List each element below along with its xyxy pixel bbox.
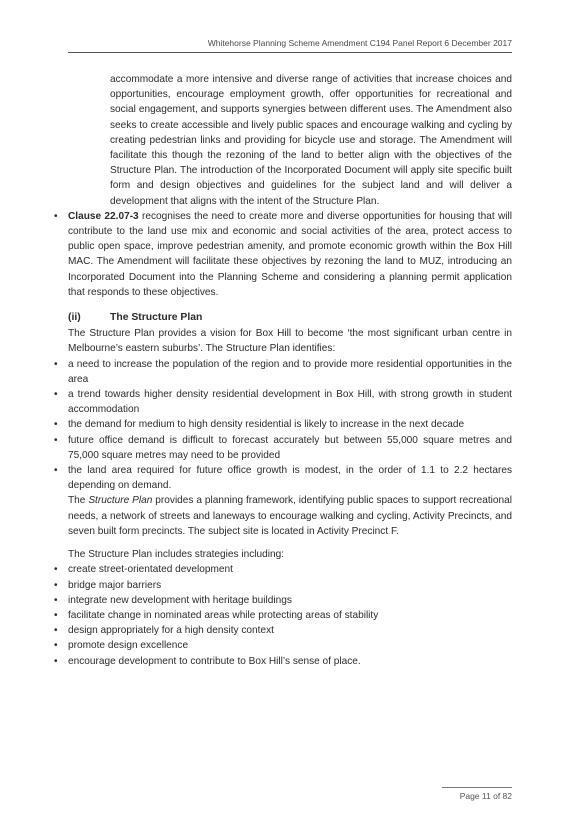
section-number: (ii) — [68, 312, 81, 324]
continuation-paragraph: accommodate a more intensive and diverse range of activities that increase choices and opportunities, encourage employment growth, offer opportunities for recreational and social engagement, and supports synergies between different uses. The Amendment also seeks to create accessible and lively public spaces and encourage walking and cycling by creating pedestrian links and providing for bicycle use and storage. The Amendment will facilitate this though the rezoning of the land to better align with the objectives of the Structure Plan. The introduction of the Incorporated Document will apply site specific built form and design objectives and guidelines for the subject land and will deliver a development that aligns with the intent of the Structure Plan. — [110, 74, 512, 207]
section-heading — [68, 310, 512, 325]
bullet-icon: • — [54, 434, 58, 446]
bullet-icon: • — [54, 465, 58, 477]
bullet-icon: • — [54, 655, 58, 667]
list-item: • the demand for medium to high density residential is likely to increase in the next decade — [68, 417, 512, 432]
list-item — [54, 209, 512, 300]
clause-list — [54, 209, 512, 300]
bullet-icon: • — [54, 609, 58, 621]
clause-label: Clause 22.07-3 — [68, 210, 139, 222]
page-content — [54, 72, 512, 669]
running-header: Whitehorse Planning Scheme Amendment C194 Panel Report 6 December 2017 — [207, 38, 512, 48]
footer-rule — [442, 787, 512, 788]
intro-paragraph: The Structure Plan provides a vision for Box Hill to become ‘the most significant urban centre in Melbourne’s eastern suburbs’. The Structure Plan identifies: — [68, 328, 512, 355]
list-item: • promote design excellence — [68, 638, 512, 653]
clause-text: recognises the need to create more and diverse opportunities for housing that will contribute to the land use mix and economic and social activities of the area, protect access to public open space, improve pedestrian amenity, and promote economic growth within the Box Hill MAC. The Amendment will facilitate these objectives by rezoning the land to MUZ, introducing an Incorporated Document into the Planning Scheme and considering a planning permit application that responds to these objectives. — [68, 210, 512, 298]
bullet-icon: • — [54, 389, 58, 401]
list-item: • integrate new development with heritage buildings — [68, 593, 512, 608]
bullet-icon: • — [54, 625, 58, 637]
bullet-icon: • — [54, 579, 58, 591]
page-number: Page 11 of 82 — [459, 791, 512, 801]
strategies-list — [54, 562, 512, 668]
structure-plan-italic: Structure Plan — [88, 495, 153, 507]
list-item: • bridge major barriers — [68, 578, 512, 593]
strategies-intro: The Structure Plan includes strategies including: — [68, 549, 285, 561]
bullet-icon: • — [54, 640, 58, 652]
bullet-icon: • — [54, 419, 58, 431]
bullet-icon: • — [54, 210, 58, 222]
bullet-icon: • — [54, 594, 58, 606]
section-title: The Structure Plan — [110, 312, 203, 324]
list-item: • facilitate change in nominated areas while protecting areas of stability — [68, 608, 512, 623]
list-item: • a need to increase the population of the region and to provide more residential opportunities in the area — [54, 358, 512, 385]
bullet-icon: • — [54, 564, 58, 576]
list-item: • the land area required for future office growth is modest, in the order of 1.1 to 2.2 hectares depending on demand. — [54, 465, 512, 492]
framework-paragraph: The Structure Plan provides a planning framework, identifying public spaces to support recreational needs, a network of streets and laneways to encourage walking and cycling, Activity Precincts, and seven built form precincts. The subject site is located in Activity Precinct F. — [68, 495, 512, 537]
list-item: • a trend towards higher density residential development in Box Hill, with strong growth in student accommodation — [54, 389, 512, 416]
list-item: • design appropriately for a high density context — [68, 623, 512, 638]
identifies-list — [54, 357, 512, 494]
bullet-icon: • — [54, 358, 58, 370]
list-item: • future office demand is difficult to forecast accurately but between 55,000 square metres and 75,000 square metres may need to be provided — [54, 434, 512, 461]
list-item: • create street-orientated development — [68, 562, 512, 577]
header-rule — [68, 52, 512, 53]
list-item: • encourage development to contribute to Box Hill’s sense of place. — [68, 654, 512, 669]
